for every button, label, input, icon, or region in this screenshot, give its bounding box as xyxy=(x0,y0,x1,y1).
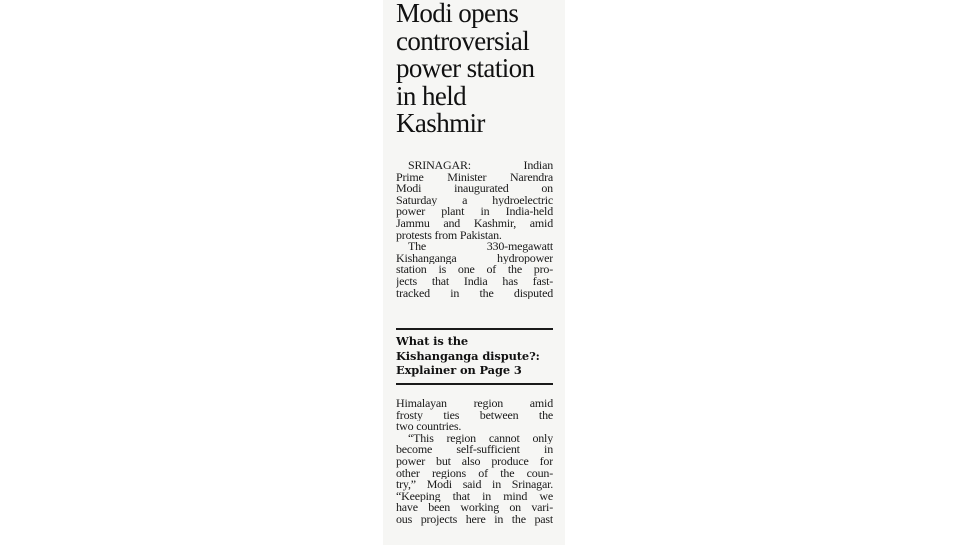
article-body-part2 xyxy=(396,398,553,526)
explainer-bottom-rule xyxy=(396,383,553,385)
body-line: ous projects here in the past xyxy=(396,513,553,526)
body-line: have been working on vari- xyxy=(396,502,553,514)
body-line: Saturday a hydroelectric xyxy=(396,194,553,207)
body-line: “This region cannot only xyxy=(408,432,553,445)
body-line: “Keeping that in mind we xyxy=(396,490,553,503)
body-line: other regions of the coun- xyxy=(396,467,553,480)
body-line: two countries. xyxy=(396,419,462,434)
body-line: Kishanganga hydropower xyxy=(396,252,553,265)
headline-line: power station xyxy=(396,53,535,83)
explainer-box xyxy=(396,334,556,378)
body-line: jects that India has fast- xyxy=(396,275,553,288)
explainer-top-rule xyxy=(396,328,553,330)
body-line: try,” Modi said in Srinagar. xyxy=(396,479,553,491)
article-headline xyxy=(396,0,561,138)
body-line: Jammu and Kashmir, amid xyxy=(396,217,553,230)
body-line: SRINAGAR: Indian xyxy=(408,160,553,172)
body-line: station is one of the pro- xyxy=(396,264,553,276)
body-line: protests from Pakistan. xyxy=(396,227,502,242)
explainer-line: What is the xyxy=(396,334,469,348)
headline-line: controversial xyxy=(396,25,530,56)
explainer-line: Explainer on Page 3 xyxy=(396,363,522,377)
body-line: power plant in India-held xyxy=(396,206,553,218)
body-line: Prime Minister Narendra xyxy=(396,171,553,184)
body-line: frosty ties between the xyxy=(396,409,553,422)
body-line: Modi inaugurated on xyxy=(396,183,553,195)
body-line: Himalayan region amid xyxy=(396,398,553,410)
article-body-part1 xyxy=(396,160,553,299)
headline-line: Kashmir xyxy=(396,108,485,138)
explainer-line: Kishanganga dispute?: xyxy=(396,348,540,363)
headline-line: Modi opens xyxy=(396,0,519,28)
body-line: tracked in the disputed xyxy=(396,287,553,300)
body-line: The 330-megawatt xyxy=(408,241,553,253)
body-line: become self-sufficient in xyxy=(396,444,553,456)
headline-line: in held xyxy=(396,80,467,111)
body-line: power but also produce for xyxy=(396,455,553,468)
